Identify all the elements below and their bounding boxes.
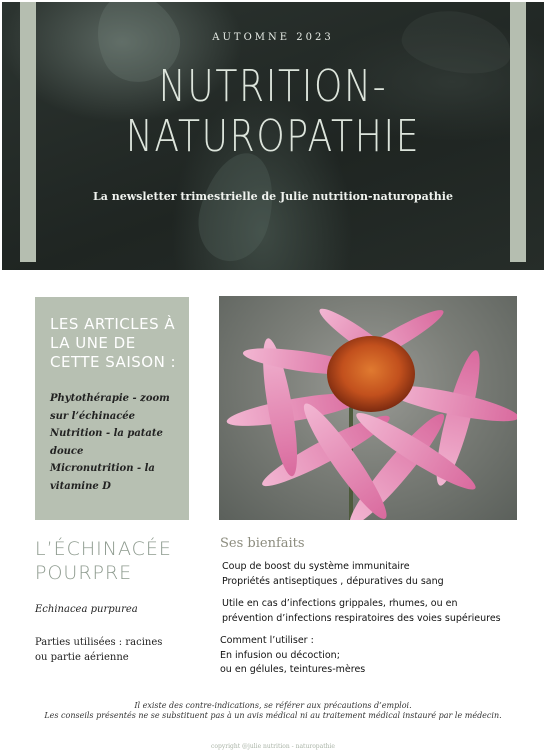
header-banner [2,2,544,270]
benefits-paragraph-2 [222,597,501,626]
echinacea-heading: L’ÉCHINACÉE POURPRE [35,538,172,584]
usage-paragraph [220,634,365,678]
parts-used [35,635,210,665]
article-item: Phytothérapie - zoom sur l’échinacée [50,393,170,422]
featured-articles-list [50,390,182,495]
leaf-decoration [189,145,285,269]
copyright-notice: copyright @julie nutrition - naturopathie [211,743,335,750]
title-line-2: NATUROPATHIE [125,111,421,162]
flower-cone [327,336,415,412]
benefit-line: prévention d’infections respiratoires des voies supérieures [222,612,501,624]
benefit-line: Utile en cas d’infections grippales, rhumes, ou en [222,598,458,609]
article-item: Nutrition - la patate douce [50,428,163,457]
featured-articles-title: LES ARTICLES À LA UNE DE CETTE SAISON : [50,315,177,371]
benefits-paragraph-1 [222,560,444,589]
latin-name: Echinacea purpurea [35,604,138,615]
benefit-line: Propriétés antiseptiques , dépuratives du sang [222,575,444,587]
article-item: Micronutrition - la vitamine D [50,463,155,492]
parts-line: ou partie aérienne [35,652,129,663]
title-line-1: NUTRITION- [158,61,388,112]
echinacea-flower-photo [219,296,517,520]
disclaimer-line: Il existe des contre-indications, se référer aux précautions d’emploi. [134,701,412,710]
flower-illustration [219,296,517,520]
disclaimer-line: Les conseils présentés ne se substituent pas à un avis médical ni au traitement médical instauré par le médecin. [44,711,502,720]
newsletter-subtitle: La newsletter trimestrielle de Julie nutrition-naturopathie [93,190,453,203]
usage-line: Comment l’utiliser : [220,635,314,646]
usage-line: En infusion ou décoction; [220,649,340,661]
featured-articles-box [35,297,189,520]
medical-disclaimer [0,701,546,721]
usage-line: ou en gélules, teintures-mères [220,664,366,675]
benefit-line: Coup de boost du système immunitaire [222,561,410,572]
parts-line: Parties utilisées : racines [35,637,163,648]
benefits-heading: Ses bienfaits [220,536,305,551]
season-label: AUTOMNE 2023 [212,32,334,43]
newsletter-title [51,62,495,162]
